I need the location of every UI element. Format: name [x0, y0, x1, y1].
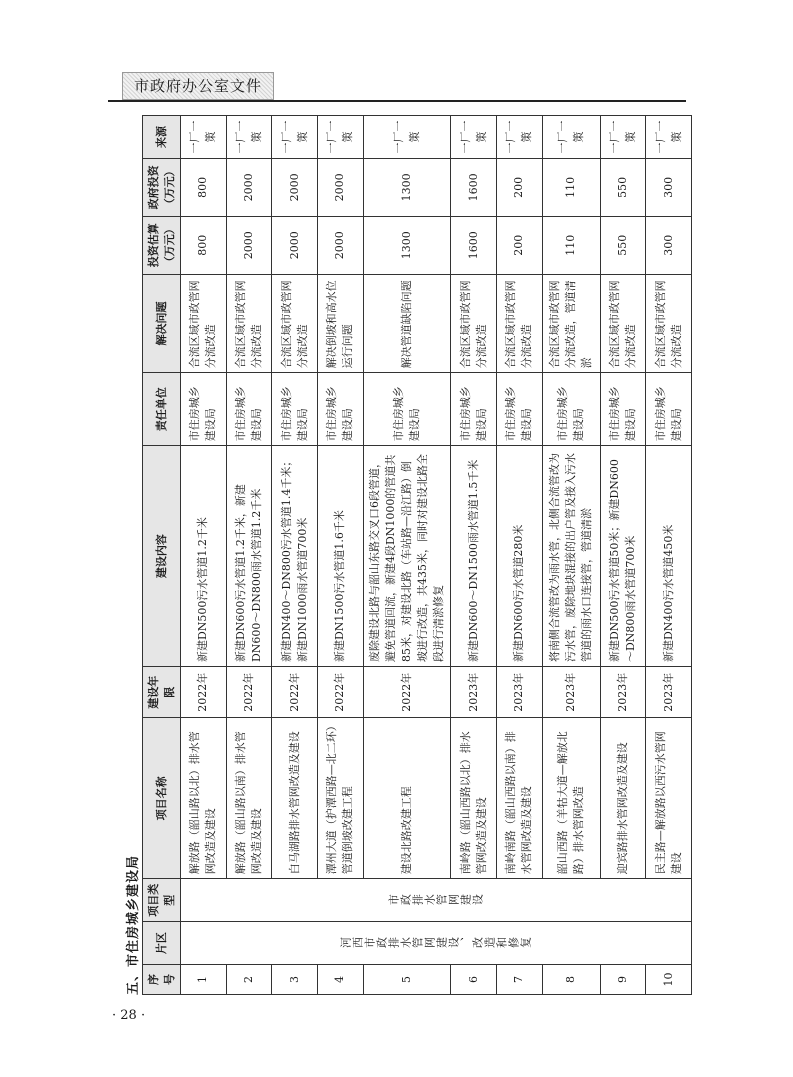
- table-row: [363, 116, 451, 995]
- cell-gov: 2000: [226, 158, 272, 216]
- cell-source: 一厂一策: [181, 116, 227, 159]
- cell-content: 废除建设北路与韶山东路交叉口6段管道，避免管道回流，新建4段DN1000的管道共85米，对建设北路（车站路—沿江路）倒坡进行改造，共435米，同时对建设北路全段进行清淤修复: [363, 446, 451, 667]
- cell-name: 迎宾路排水管网改造及建设: [600, 718, 646, 879]
- cell-gov: 200: [496, 158, 542, 216]
- cell-gov: 110: [542, 158, 600, 216]
- cell-no: 2: [226, 965, 272, 995]
- col-header: 政府投资（万元）: [143, 158, 181, 216]
- cell-unit: 市住房城乡建设局: [451, 373, 497, 446]
- table-row: [181, 116, 227, 995]
- cell-source: 一厂一策: [317, 116, 363, 159]
- cell-no: 4: [317, 965, 363, 995]
- cell-year: 2022年: [363, 667, 451, 718]
- cell-invest: 200: [496, 216, 542, 274]
- table-row: [600, 116, 646, 995]
- cell-no: 10: [646, 965, 692, 995]
- cell-problem: 合流区域市政管网分流改造: [181, 274, 227, 373]
- cell-invest: 800: [181, 216, 227, 274]
- col-header: 责任单位: [143, 373, 181, 446]
- cell-content: 新建DN500污水管道50米；新建DN600～DN800雨水管道700米: [600, 446, 646, 667]
- cell-unit: 市住房城乡建设局: [363, 373, 451, 446]
- cell-year: 2022年: [317, 667, 363, 718]
- cell-gov: 2000: [272, 158, 318, 216]
- table-row: [317, 116, 363, 995]
- cell-problem: 解决倒坡和高水位运行问题: [317, 274, 363, 373]
- cell-name: 解放路（韶山路以南）排水管网改造及建设: [226, 718, 272, 879]
- col-header: 片区: [143, 922, 181, 965]
- col-header: 来源: [143, 116, 181, 159]
- cell-gov: 550: [600, 158, 646, 216]
- cell-source: 一厂一策: [600, 116, 646, 159]
- table-row: [226, 116, 272, 995]
- cell-invest: 550: [600, 216, 646, 274]
- cell-year: 2022年: [226, 667, 272, 718]
- cell-content: 新建DN500污水管道1.2千米: [181, 446, 227, 667]
- cell-unit: 市住房城乡建设局: [317, 373, 363, 446]
- project-table: [142, 115, 692, 995]
- cell-source: 一厂一策: [226, 116, 272, 159]
- table-header-row: [143, 116, 181, 995]
- cell-unit: 市住房城乡建设局: [496, 373, 542, 446]
- cell-problem: 合流区域市政管网分流改造: [451, 274, 497, 373]
- cell-name: 潭州大道（护潭西路—北二环）管道倒坡改建工程: [317, 718, 363, 879]
- table-row: [272, 116, 318, 995]
- cell-problem: 合流区域市政管网分流改造，管道清淤: [542, 274, 600, 373]
- cell-problem: 解决管道缺陷问题: [363, 274, 451, 373]
- cell-name: 韶山西路（羊牯大道—解放北路）排水管网改造: [542, 718, 600, 879]
- cell-source: 一厂一策: [451, 116, 497, 159]
- col-header: 解决问题: [143, 274, 181, 373]
- cell-invest: 2000: [226, 216, 272, 274]
- cell-name: 建设北路改建工程: [363, 718, 451, 879]
- cell-source: 一厂一策: [363, 116, 451, 159]
- table-row: [451, 116, 497, 995]
- cell-year: 2022年: [272, 667, 318, 718]
- table-body: [181, 116, 692, 995]
- cell-district: 河西市政排水管网建设、改造和修复: [181, 922, 692, 965]
- cell-no: 9: [600, 965, 646, 995]
- cell-problem: 合流区域市政管网分流改造: [646, 274, 692, 373]
- cell-problem: 合流区域市政管网分流改造: [600, 274, 646, 373]
- cell-content: 将南侧合流管改为雨水管，北侧合流管改为污水管，废除地块混接的出户管及接入污水管道的雨水口连接管，管道清淤: [542, 446, 600, 667]
- cell-invest: 2000: [317, 216, 363, 274]
- cell-content: 新建DN400～DN800污水管道1.4千米；新建DN1000雨水管道700米: [272, 446, 318, 667]
- col-header: 项目名称: [143, 718, 181, 879]
- table-row: [496, 116, 542, 995]
- cell-name: 民主路—解放路以西污水管网建设: [646, 718, 692, 879]
- cell-name: 解放路（韶山路以北）排水管网改造及建设: [181, 718, 227, 879]
- cell-problem: 合流区域市政管网分流改造: [226, 274, 272, 373]
- cell-source: 一厂一策: [646, 116, 692, 159]
- cell-invest: 1600: [451, 216, 497, 274]
- table-row: [646, 116, 692, 995]
- col-header: 建设内容: [143, 446, 181, 667]
- cell-no: 5: [363, 965, 451, 995]
- cell-year: 2023年: [496, 667, 542, 718]
- cell-no: 8: [542, 965, 600, 995]
- section-title: 五、市住房城乡建设局: [126, 854, 141, 995]
- page-number: · 28 ·: [112, 1008, 146, 1023]
- cell-project-type: 市政排水管网建设: [181, 879, 692, 922]
- cell-unit: 市住房城乡建设局: [226, 373, 272, 446]
- cell-unit: 市住房城乡建设局: [181, 373, 227, 446]
- cell-content: 新建DN600污水管道1.2千米，新建DN600～DN800雨水管道1.2千米: [226, 446, 272, 667]
- cell-name: 白马湖路排水管网改造及建设: [272, 718, 318, 879]
- cell-no: 3: [272, 965, 318, 995]
- cell-content: 新建DN600～DN1500雨水管道1.5千米: [451, 446, 497, 667]
- cell-year: 2023年: [451, 667, 497, 718]
- cell-source: 一厂一策: [496, 116, 542, 159]
- cell-gov: 2000: [317, 158, 363, 216]
- cell-invest: 2000: [272, 216, 318, 274]
- table-row: [542, 116, 600, 995]
- cell-year: 2023年: [542, 667, 600, 718]
- cell-invest: 300: [646, 216, 692, 274]
- cell-year: 2023年: [646, 667, 692, 718]
- cell-year: 2023年: [600, 667, 646, 718]
- running-header-title: 市政府办公室文件: [122, 72, 274, 100]
- cell-gov: 300: [646, 158, 692, 216]
- cell-no: 1: [181, 965, 227, 995]
- cell-name: 南岭路（韶山西路以北）排水管网改造及建设: [451, 718, 497, 879]
- cell-no: 7: [496, 965, 542, 995]
- cell-content: 新建DN400污水管道450米: [646, 446, 692, 667]
- cell-no: 6: [451, 965, 497, 995]
- col-header: 序号: [143, 965, 181, 995]
- cell-gov: 1300: [363, 158, 451, 216]
- cell-invest: 110: [542, 216, 600, 274]
- cell-source: 一厂一策: [272, 116, 318, 159]
- cell-unit: 市住房城乡建设局: [646, 373, 692, 446]
- cell-invest: 1300: [363, 216, 451, 274]
- cell-gov: 800: [181, 158, 227, 216]
- cell-content: 新建DN600污水管道280米: [496, 446, 542, 667]
- col-header: 项目类型: [143, 879, 181, 922]
- rotated-table-block: [120, 115, 690, 995]
- cell-unit: 市住房城乡建设局: [272, 373, 318, 446]
- header-rule: [108, 100, 686, 102]
- cell-name: 南岭南路（韶山西路以南）排水管网改造及建设: [496, 718, 542, 879]
- cell-gov: 1600: [451, 158, 497, 216]
- cell-content: 新建DN1500污水管道1.6千米: [317, 446, 363, 667]
- cell-problem: 合流区域市政管网分流改造: [496, 274, 542, 373]
- cell-problem: 合流区域市政管网分流改造: [272, 274, 318, 373]
- cell-unit: 市住房城乡建设局: [542, 373, 600, 446]
- cell-year: 2022年: [181, 667, 227, 718]
- cell-source: 一厂一策: [542, 116, 600, 159]
- cell-unit: 市住房城乡建设局: [600, 373, 646, 446]
- col-header: 建设年限: [143, 667, 181, 718]
- col-header: 投资估算（万元）: [143, 216, 181, 274]
